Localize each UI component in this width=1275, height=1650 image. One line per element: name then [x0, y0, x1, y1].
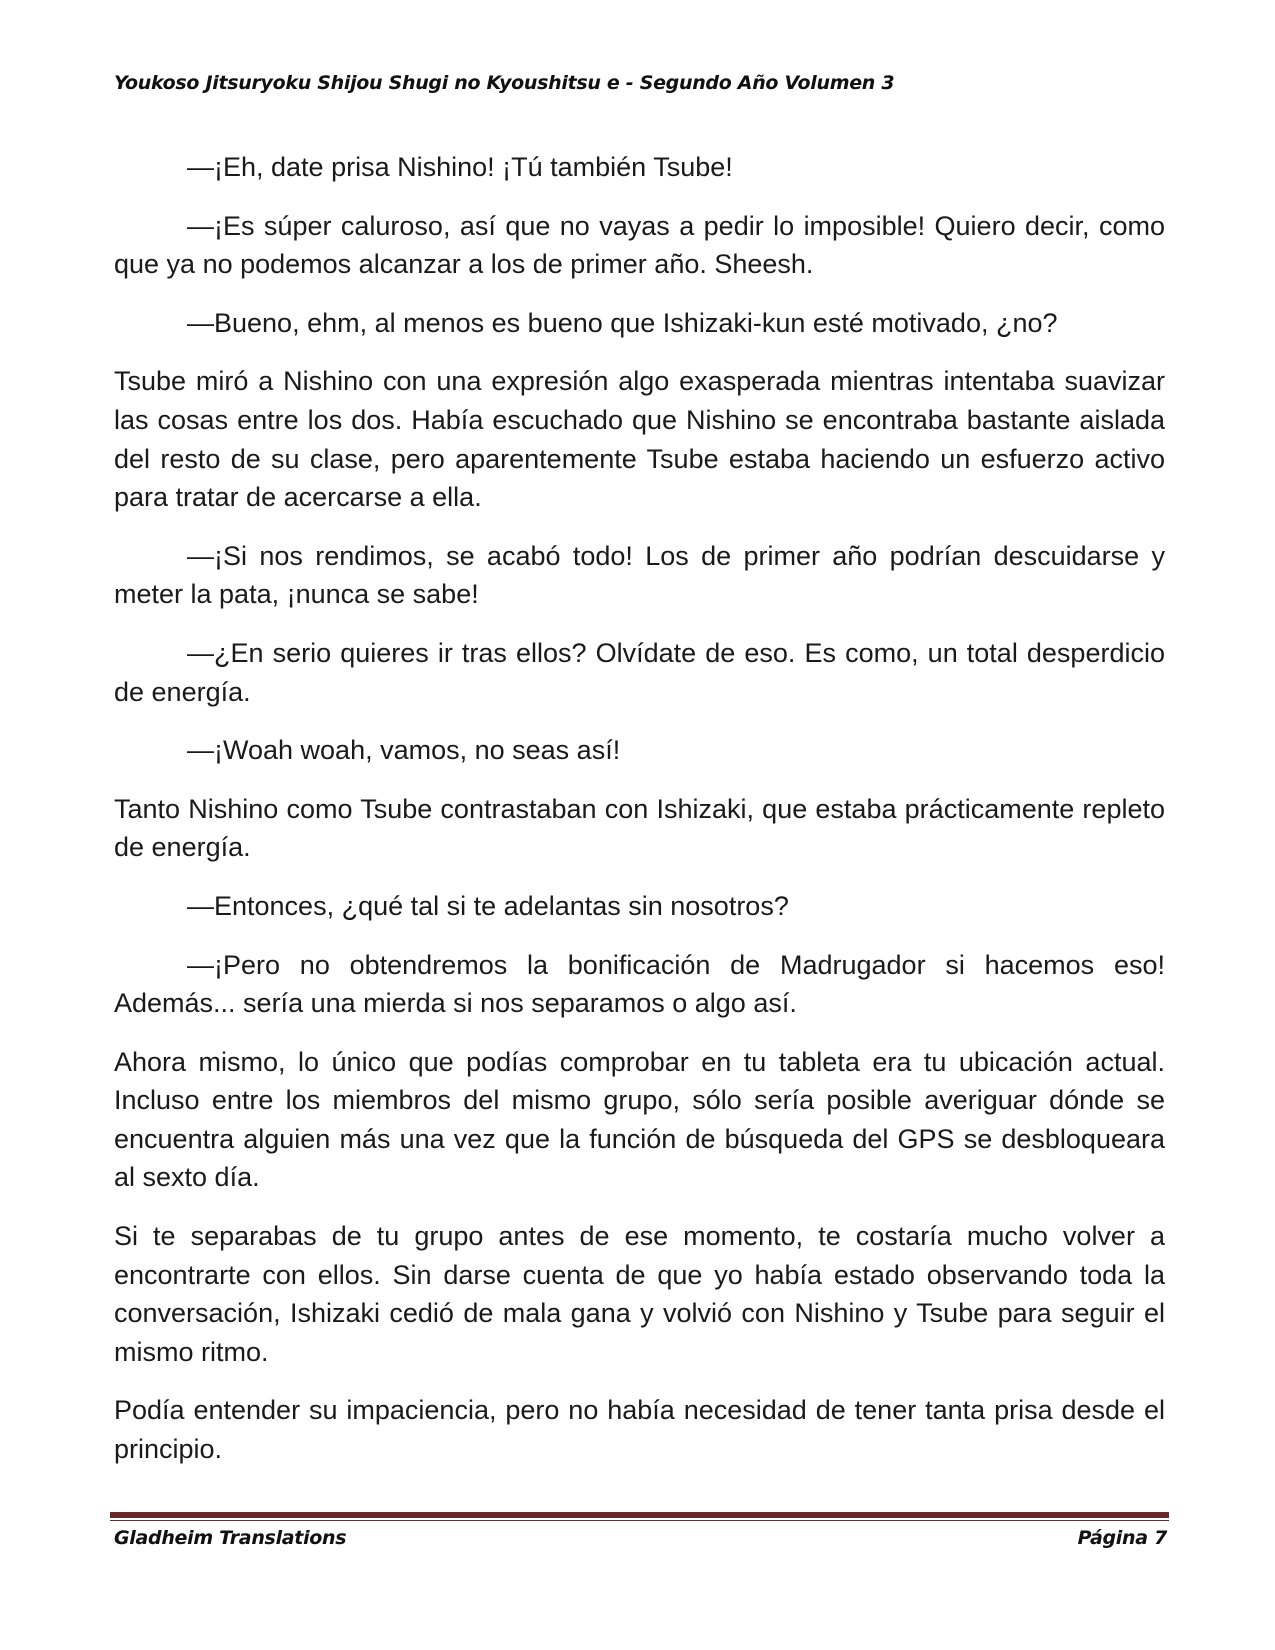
- footer-rule: [110, 1512, 1169, 1521]
- paragraph: Si te separabas de tu grupo antes de ese momento, te costaría mucho volver a encontrarte con ellos. Sin darse cuenta de que yo había estado observando toda la conversación, Ishizaki cedió de mala gana y volvió con Nishino y Tsube para seguir el mismo ritmo.: [114, 1221, 1165, 1367]
- paragraph: —Entonces, ¿qué tal si te adelantas sin nosotros?: [187, 890, 789, 921]
- paragraph: —¡Es súper caluroso, así que no vayas a pedir lo imposible! Quiero decir, como que ya no podemos alcanzar a los de primer año. Sheesh.: [114, 210, 1165, 280]
- paragraph: —¡Si nos rendimos, se acabó todo! Los de primer año podrían descuidarse y meter la pata, ¡nunca se sabe!: [114, 540, 1165, 610]
- paragraph: —Bueno, ehm, al menos es bueno que Ishizaki-kun esté motivado, ¿no?: [187, 307, 1058, 338]
- paragraph: Ahora mismo, lo único que podías comprobar en tu tableta era tu ubicación actual. Incluso entre los miembros del mismo grupo, sólo sería posible averiguar dónde se encuentra alguien más una vez que la función de búsqueda del GPS se desbloqueara al sexto día.: [114, 1046, 1165, 1193]
- paragraph: —¡Woah woah, vamos, no seas así!: [187, 735, 621, 766]
- body-text: [114, 148, 1165, 1489]
- paragraph: Podía entender su impaciencia, pero no había necesidad de tener tanta prisa desde el principio.: [114, 1395, 1165, 1465]
- paragraph: Tsube miró a Nishino con una expresión algo exasperada mientras intentaba suavizar las cosas entre los dos. Había escuchado que Nishino se encontraba bastante aislada del resto de su clase, pero aparentemente Tsube estaba haciendo un esfuerzo activo para tratar de acercarse a ella.: [114, 366, 1165, 513]
- footer-publisher: Gladheim Translations: [114, 1527, 347, 1549]
- footer-page-number: Página 7: [1077, 1527, 1167, 1549]
- paragraph: —¿En serio quieres ir tras ellos? Olvídate de eso. Es como, un total desperdicio de energía.: [114, 637, 1165, 707]
- paragraph: —¡Eh, date prisa Nishino! ¡Tú también Tsube!: [187, 152, 733, 182]
- paragraph: —¡Pero no obtendremos la bonificación de Madrugador si hacemos eso! Además... sería una mierda si nos separamos o algo así.: [114, 949, 1165, 1019]
- running-header: Youkoso Jitsuryoku Shijou Shugi no Kyoushitsu e - Segundo Año Volumen 3: [114, 72, 895, 94]
- paragraph: Tanto Nishino como Tsube contrastaban con Ishizaki, que estaba prácticamente repleto de energía.: [114, 793, 1165, 863]
